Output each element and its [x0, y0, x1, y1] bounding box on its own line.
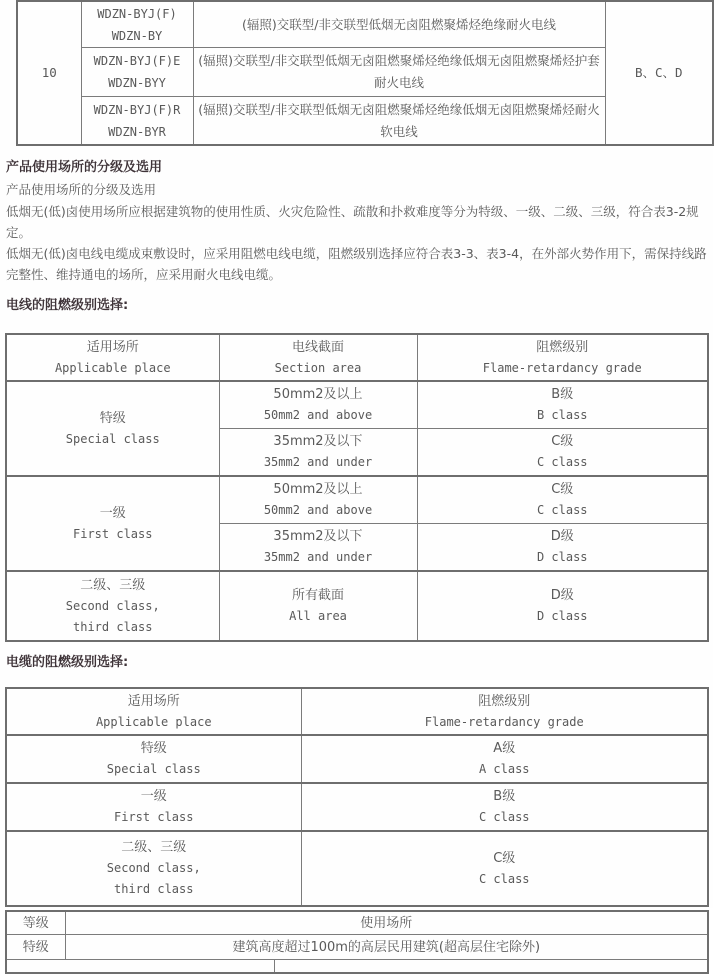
grade-usage-table [5, 910, 709, 974]
grade-b: B级 B class [417, 381, 708, 429]
row-number-cell: 10 [17, 1, 81, 145]
grade-d: D级 D class [417, 524, 708, 572]
model-cell-3 [81, 97, 193, 146]
header-applicable-place: 适用场所 Applicable place [6, 688, 301, 735]
section-35mm2-under: 35mm2及以下 35mm2 and under [219, 524, 417, 572]
cable-flame-retardancy-table [5, 687, 709, 907]
place-special-class: 特级 Special class [6, 381, 219, 476]
header-section-area: 电线截面 Section area [219, 334, 417, 381]
usage-place-special: 建筑高度超过100m的高层民用建筑(超高层住宅除外) [65, 935, 708, 960]
model-code: WDZN-BYR [108, 124, 166, 139]
paragraph-classification: 低烟无(低)卤使用场所应根据建筑物的使用性质、火灾危险性、疏散和扑救难度等分为特级、一级、二级、三级，符合表3-2规定。 [6, 204, 699, 240]
clipped-row-cell [6, 960, 274, 974]
place-first-class: 一级 First class [6, 783, 301, 831]
grade-d: D级 D class [417, 571, 708, 641]
model-code: WDZN-BY [111, 28, 163, 43]
model-cell-2 [81, 48, 193, 97]
paragraph-selection: 低烟无(低)卤电线电缆成束敷设时，应采用阻燃电线电缆，阻燃级别选择应符合表3-3、表3-4，在外部火势作用下，需保持线路完整性、维持通电的场所，应采用耐火电线电缆。 [6, 246, 707, 282]
model-description-1: (辐照)交联型/非交联型低烟无卤阻燃聚烯烃绝缘耐火电线 [193, 1, 605, 48]
place-first-class: 一级 First class [6, 476, 219, 571]
section-subheading: 产品使用场所的分级及选用 [6, 182, 157, 197]
model-description-2: (辐照)交联型/非交联型低烟无卤阻燃聚烯烃绝缘低烟无卤阻燃聚烯烃护套耐火电线 [193, 48, 605, 97]
section-50mm2-above: 50mm2及以上 50mm2 and above [219, 476, 417, 524]
header-grade: 等级 [6, 911, 65, 935]
header-applicable-place: 适用场所 Applicable place [6, 334, 219, 381]
cable-table-heading: 电缆的阻燃级别选择: [6, 655, 129, 670]
section-all-area: 所有截面 All area [219, 571, 417, 641]
clipped-row-cell [274, 960, 708, 974]
model-code: WDZN-BYY [108, 76, 166, 90]
grade-c: C级 C class [417, 476, 708, 524]
grade-a: A级 A class [301, 735, 708, 783]
section-heading: 产品使用场所的分级及选用 [6, 160, 163, 175]
section-35mm2-under: 35mm2及以下 35mm2 and under [219, 429, 417, 477]
model-code: WDZN-BYJ(F)E [93, 54, 181, 68]
grade-b: B级 C class [301, 783, 708, 831]
place-second-third-class: 二级、三级 Second class, third class [6, 831, 301, 906]
place-second-third-class: 二级、三级 Second class, third class [6, 571, 219, 641]
header-flame-grade: 阻燃级别 Flame-retardancy grade [301, 688, 708, 735]
product-models-table [16, 0, 714, 146]
wire-table-heading: 电线的阻燃级别选择: [6, 298, 129, 313]
grade-c: C级 C class [301, 831, 708, 906]
wire-flame-retardancy-table [5, 333, 709, 642]
grade-c: C级 C class [417, 429, 708, 477]
model-code: WDZN-BYJ(F) [97, 6, 177, 21]
model-code: WDZN-BYJ(F)R [93, 102, 181, 117]
header-flame-grade: 阻燃级别 Flame-retardancy grade [417, 334, 708, 381]
section-50mm2-above: 50mm2及以上 50mm2 and above [219, 381, 417, 429]
model-description-3: (辐照)交联型/非交联型低烟无卤阻燃聚烯烃绝缘低烟无卤阻燃聚烯烃耐火软电线 [193, 97, 605, 146]
header-usage-place: 使用场所 [65, 911, 708, 935]
grade-special: 特级 [6, 935, 65, 960]
place-special-class: 特级 Special class [6, 735, 301, 783]
grade-cell: B、C、D [605, 1, 713, 145]
model-cell-1 [81, 1, 193, 48]
